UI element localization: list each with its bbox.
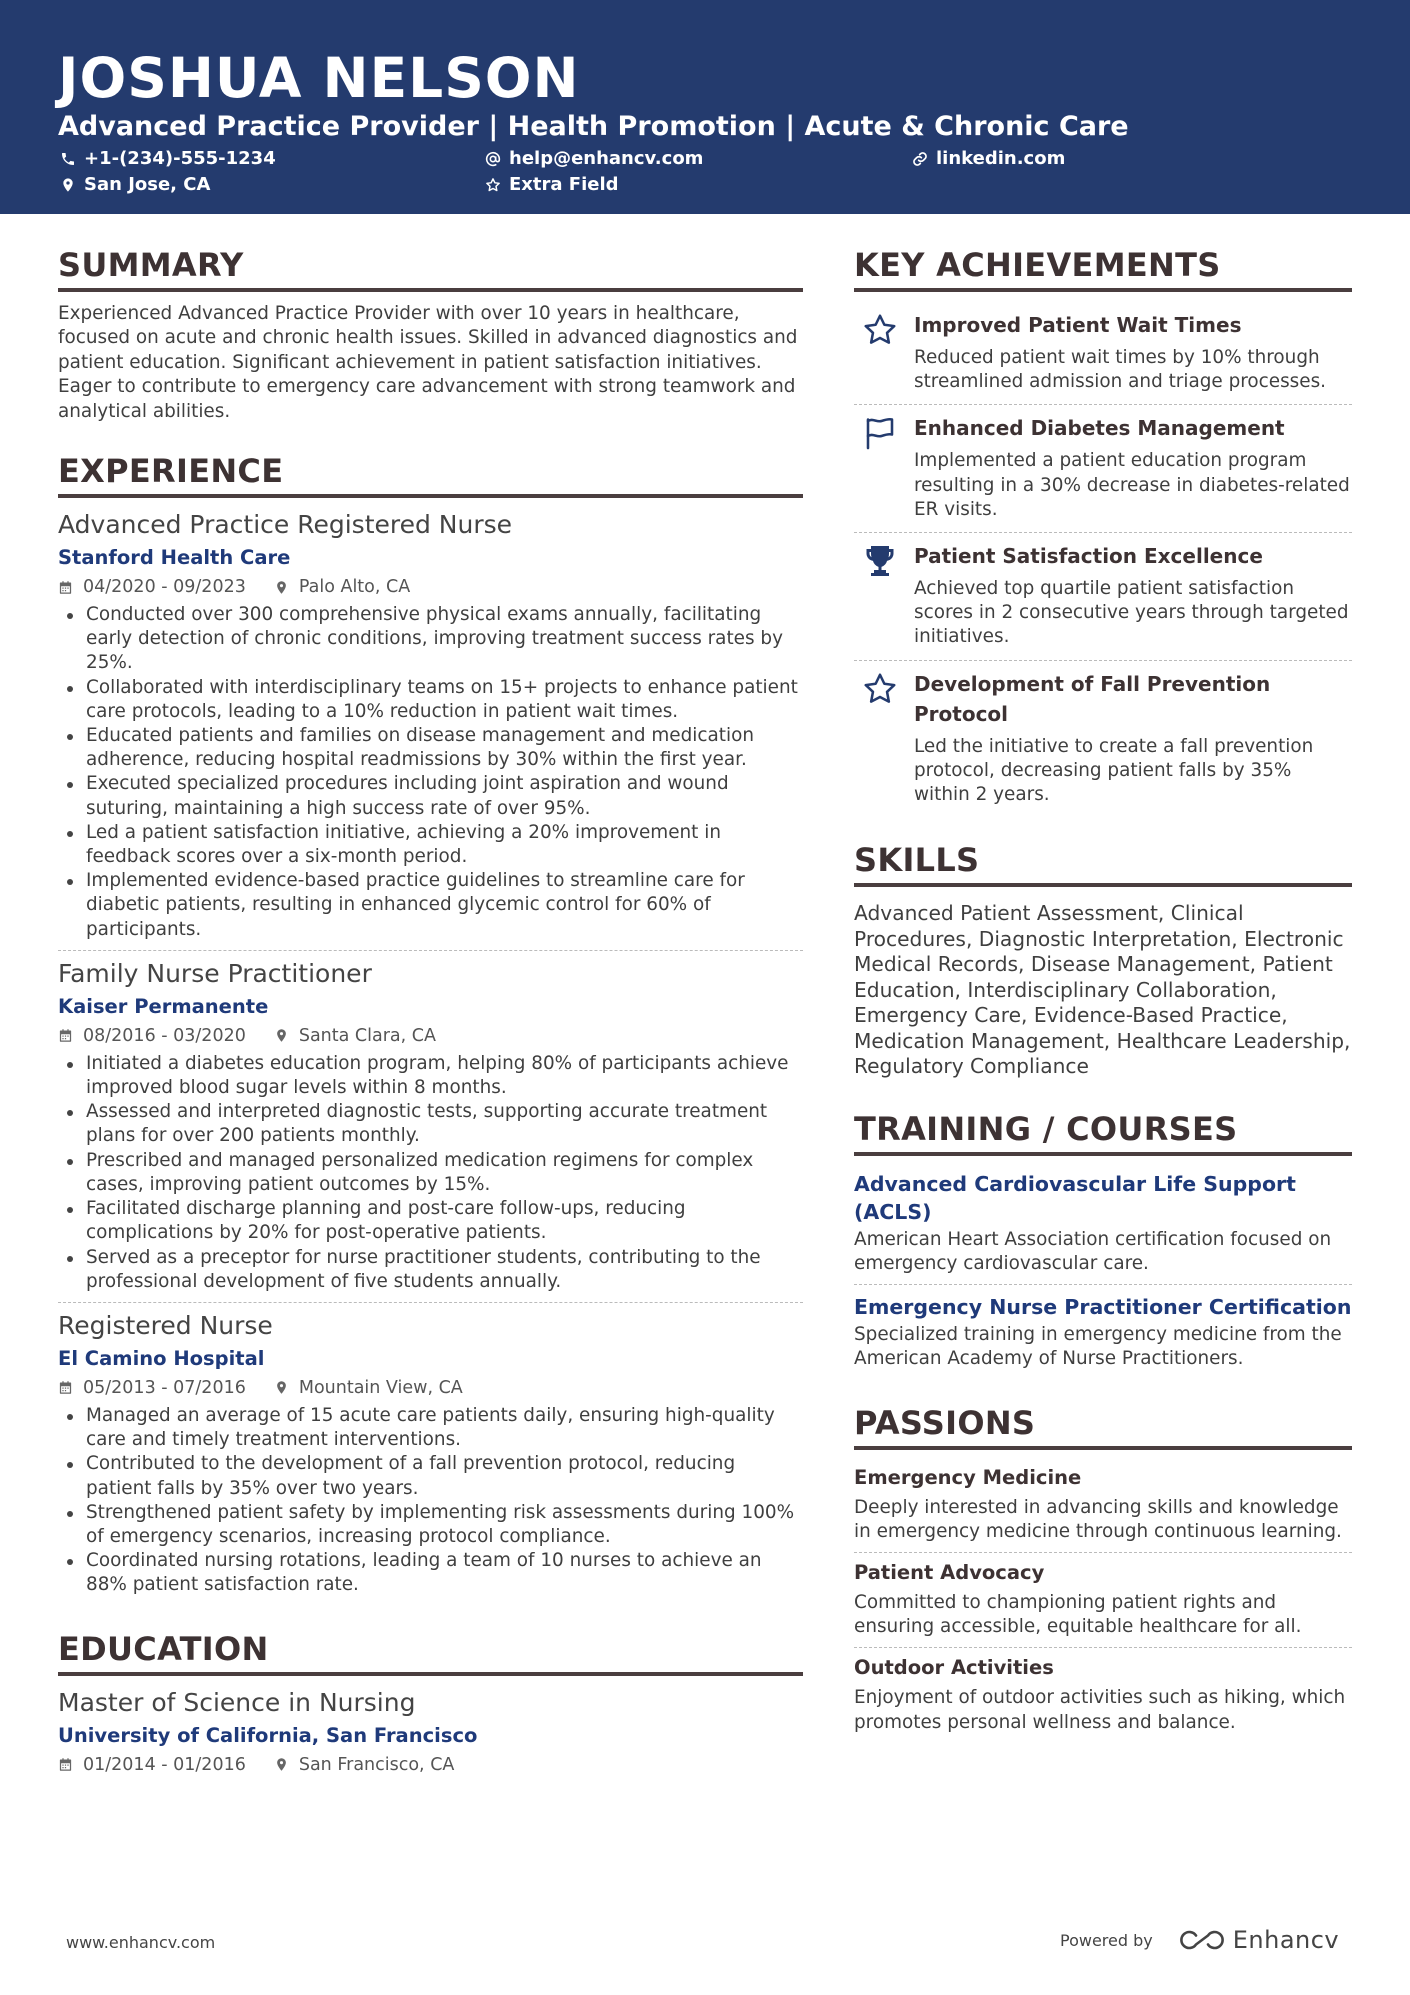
degree-title: Master of Science in Nursing (58, 1687, 416, 1717)
email-text: help@enhancv.com (509, 148, 704, 169)
course-item (854, 1166, 1352, 1284)
achievement-description: Implemented a patient education program resulting in a 30% decrease in diabetes-related ER visits. (914, 450, 1350, 520)
resume-header (0, 0, 1410, 214)
achievement-description: Achieved top quartile patient satisfaction scores in 2 consecutive years through targeted initiatives. (914, 578, 1349, 648)
extra-field-text: Extra Field (509, 174, 619, 195)
job-location (274, 574, 410, 600)
education-location (274, 1752, 455, 1778)
location-pin-icon (274, 580, 289, 595)
job-title: Advanced Practice Registered Nurse (58, 510, 513, 540)
education-section (58, 1628, 803, 1778)
job-location (274, 1023, 436, 1049)
bullet-item: Managed an average of 15 acute care patients daily, ensuring high-quality care and timely treatment interventions. (58, 1404, 803, 1452)
job-dates: 05/2013 - 07/2016 (83, 1377, 246, 1398)
achievement-title: Patient Satisfaction Excellence (914, 544, 1263, 569)
experience-entry (58, 950, 803, 1302)
bullet-item: Facilitated discharge planning and post-care follow-ups, reducing complications by 20% for post-operative patients. (58, 1197, 803, 1245)
company-name: Stanford Health Care (58, 546, 291, 570)
training-heading: TRAINING / COURSES (854, 1108, 1352, 1156)
job-location-text: Mountain View, CA (298, 1377, 463, 1398)
bullet-item: Strengthened patient safety by implementing risk assessments during 100% of emergency scenarios, increasing protocol compliance. (58, 1501, 803, 1549)
passion-title: Outdoor Activities (854, 1656, 1054, 1680)
location-text: San Jose, CA (84, 174, 211, 195)
passions-section (854, 1402, 1352, 1743)
achievement-description: Reduced patient wait times by 10% through streamlined admission and triage processes. (914, 347, 1326, 393)
passions-heading: PASSIONS (854, 1402, 1352, 1450)
phone-text: +1-(234)-555-1234 (84, 148, 276, 169)
experience-entry (58, 1302, 803, 1606)
education-location-text: San Francisco, CA (298, 1754, 455, 1775)
bullet-item: Contributed to the development of a fall prevention protocol, reducing patient falls by 35% over two years. (58, 1452, 803, 1500)
achievement-title: Enhanced Diabetes Management (914, 416, 1285, 441)
link-icon (912, 151, 928, 167)
job-bullets (58, 603, 803, 942)
passion-item (854, 1647, 1352, 1742)
location-pin-icon (274, 1028, 289, 1043)
extra-field-contact (485, 173, 619, 197)
candidate-headline: Advanced Practice Provider | Health Promotion | Acute & Chronic Care (58, 111, 1129, 142)
enhancv-logo-icon (1179, 1928, 1225, 1952)
candidate-name: JOSHUA NELSON (58, 46, 580, 110)
skills-heading: SKILLS (854, 839, 1352, 887)
brand-name: Enhancv (1232, 1926, 1340, 1954)
achievement-item (854, 404, 1352, 532)
calendar-icon (58, 1757, 73, 1772)
course-title: Advanced Cardiovascular Life Support (ACLS) (854, 1171, 1296, 1224)
achievement-description: Led the initiative to create a fall prevention protocol, decreasing patient falls by 35% within 2 years. (914, 735, 1314, 806)
calendar-icon (58, 1028, 73, 1043)
location-contact (60, 173, 210, 197)
footer-branding[interactable] (1060, 1926, 1339, 1954)
job-location-text: Palo Alto, CA (298, 577, 411, 598)
achievement-title: Development of Fall Prevention Protocol (914, 671, 1271, 726)
job-location-text: Santa Clara, CA (298, 1025, 436, 1046)
location-pin-icon (274, 1757, 289, 1772)
job-title: Family Nurse Practitioner (58, 958, 372, 988)
course-item (854, 1284, 1352, 1379)
job-bullets (58, 1052, 803, 1294)
bullet-item: Implemented evidence-based practice guidelines to streamline care for diabetic patients, resulting in enhanced glycemic control for 60% of participants. (58, 869, 803, 942)
training-section (854, 1108, 1352, 1380)
experience-entry (58, 508, 803, 950)
experience-section (58, 450, 803, 1606)
star-icon (858, 669, 902, 709)
company-name: Kaiser Permanente (58, 994, 269, 1018)
bullet-item: Collaborated with interdisciplinary teams on 15+ projects to enhance patient care protocols, leading to a 10% reduction in patient wait times. (58, 676, 803, 724)
school-name: University of California, San Francisco (58, 1723, 478, 1747)
job-location (274, 1375, 463, 1401)
course-description: American Heart Association certification focused on emergency cardiovascular care. (854, 1228, 1332, 1274)
flag-icon (858, 413, 902, 453)
passion-title: Patient Advocacy (854, 1560, 1045, 1584)
summary-heading: SUMMARY (58, 244, 803, 292)
phone-icon (60, 151, 76, 167)
linkedin-text: linkedin.com (936, 148, 1066, 169)
achievements-heading: KEY ACHIEVEMENTS (854, 244, 1352, 292)
passion-description: Deeply interested in advancing skills and knowledge in emergency medicine through continuous learning. (854, 1496, 1342, 1542)
star-outline-icon (485, 177, 501, 193)
bullet-item: Led a patient satisfaction initiative, achieving a 20% improvement in feedback scores over a six-month period. (58, 821, 803, 869)
calendar-icon (58, 1380, 73, 1395)
achievement-title: Improved Patient Wait Times (914, 313, 1242, 337)
calendar-icon (58, 580, 73, 595)
achievement-item (854, 532, 1352, 660)
job-meta (58, 1023, 803, 1049)
bullet-item: Prescribed and managed personalized medication regimens for complex cases, improving patient outcomes by 15%. (58, 1149, 803, 1197)
achievements-section (854, 244, 1352, 817)
education-heading: EDUCATION (58, 1628, 803, 1676)
location-pin-icon (274, 1380, 289, 1395)
skills-section (854, 839, 1352, 1080)
bullet-item: Conducted over 300 comprehensive physical exams annually, facilitating early detection of chronic conditions, improving treatment success rates by 25%. (58, 603, 803, 676)
bullet-item: Initiated a diabetes education program, helping 80% of participants achieve improved blood sugar levels within 8 months. (58, 1052, 803, 1100)
powered-by-text: Powered by (1060, 1930, 1153, 1950)
email-contact[interactable] (485, 147, 703, 171)
trophy-icon (858, 541, 902, 581)
at-sign-icon (485, 151, 501, 167)
phone-contact[interactable] (60, 147, 276, 171)
right-column (854, 244, 1352, 1763)
job-dates: 08/2016 - 03/2020 (83, 1025, 246, 1046)
passion-item (854, 1552, 1352, 1647)
course-title: Emergency Nurse Practitioner Certification (854, 1295, 1352, 1320)
passion-description: Committed to championing patient rights and ensuring accessible, equitable healthcare for all. (854, 1591, 1302, 1638)
job-bullets (58, 1404, 803, 1598)
experience-heading: EXPERIENCE (58, 450, 803, 498)
location-pin-icon (60, 177, 76, 193)
achievement-item (854, 302, 1352, 404)
footer-website[interactable]: www.enhancv.com (66, 1933, 216, 1952)
education-dates: 01/2014 - 01/2016 (83, 1754, 246, 1775)
passion-title: Emergency Medicine (854, 1465, 1082, 1489)
star-icon (858, 310, 902, 350)
bullet-item: Executed specialized procedures including joint aspiration and wound suturing, maintaining a high success rate of over 95%. (58, 772, 803, 820)
course-description: Specialized training in emergency medicine from the American Academy of Nurse Practitioners. (854, 1324, 1342, 1370)
summary-text: Experienced Advanced Practice Provider with over 10 years in healthcare, focused on acute and chronic health issues. Skilled in advanced diagnostics and patient education. Significant achievement in patient satisfaction initiatives. Eager to contribute to emergency care advancement with strong teamwork and analytical abilities. (58, 303, 798, 422)
bullet-item: Coordinated nursing rotations, leading a team of 10 nurses to achieve an 88% patient satisfaction rate. (58, 1549, 803, 1597)
job-title: Registered Nurse (58, 1310, 273, 1340)
summary-section (58, 244, 803, 424)
company-name: El Camino Hospital (58, 1346, 265, 1370)
passion-description: Enjoyment of outdoor activities such as hiking, which promotes personal wellness and balance. (854, 1687, 1346, 1733)
education-meta (58, 1752, 803, 1778)
bullet-item: Educated patients and families on disease management and medication adherence, reducing hospital readmissions by 30% within the first year. (58, 724, 803, 772)
bullet-item: Served as a preceptor for nurse practitioner students, contributing to the professional development of five students annually. (58, 1246, 803, 1294)
job-meta (58, 574, 803, 600)
passion-item (854, 1460, 1352, 1552)
achievement-item (854, 660, 1352, 818)
job-dates: 04/2020 - 09/2023 (83, 577, 246, 598)
linkedin-contact[interactable] (912, 147, 1065, 171)
skills-text: Advanced Patient Assessment, Clinical Procedures, Diagnostic Interpretation, Electronic Medical Records, Disease Management, Patient Education, Interdisciplinary Collaboration, Emergency Care, Evidence-Based Practice, Medication Management, Healthcare Leadership, Regulatory Compliance (854, 901, 1351, 1079)
bullet-item: Assessed and interpreted diagnostic tests, supporting accurate treatment plans for over 200 patients monthly. (58, 1100, 803, 1148)
job-meta (58, 1375, 803, 1401)
left-column (58, 244, 803, 1798)
